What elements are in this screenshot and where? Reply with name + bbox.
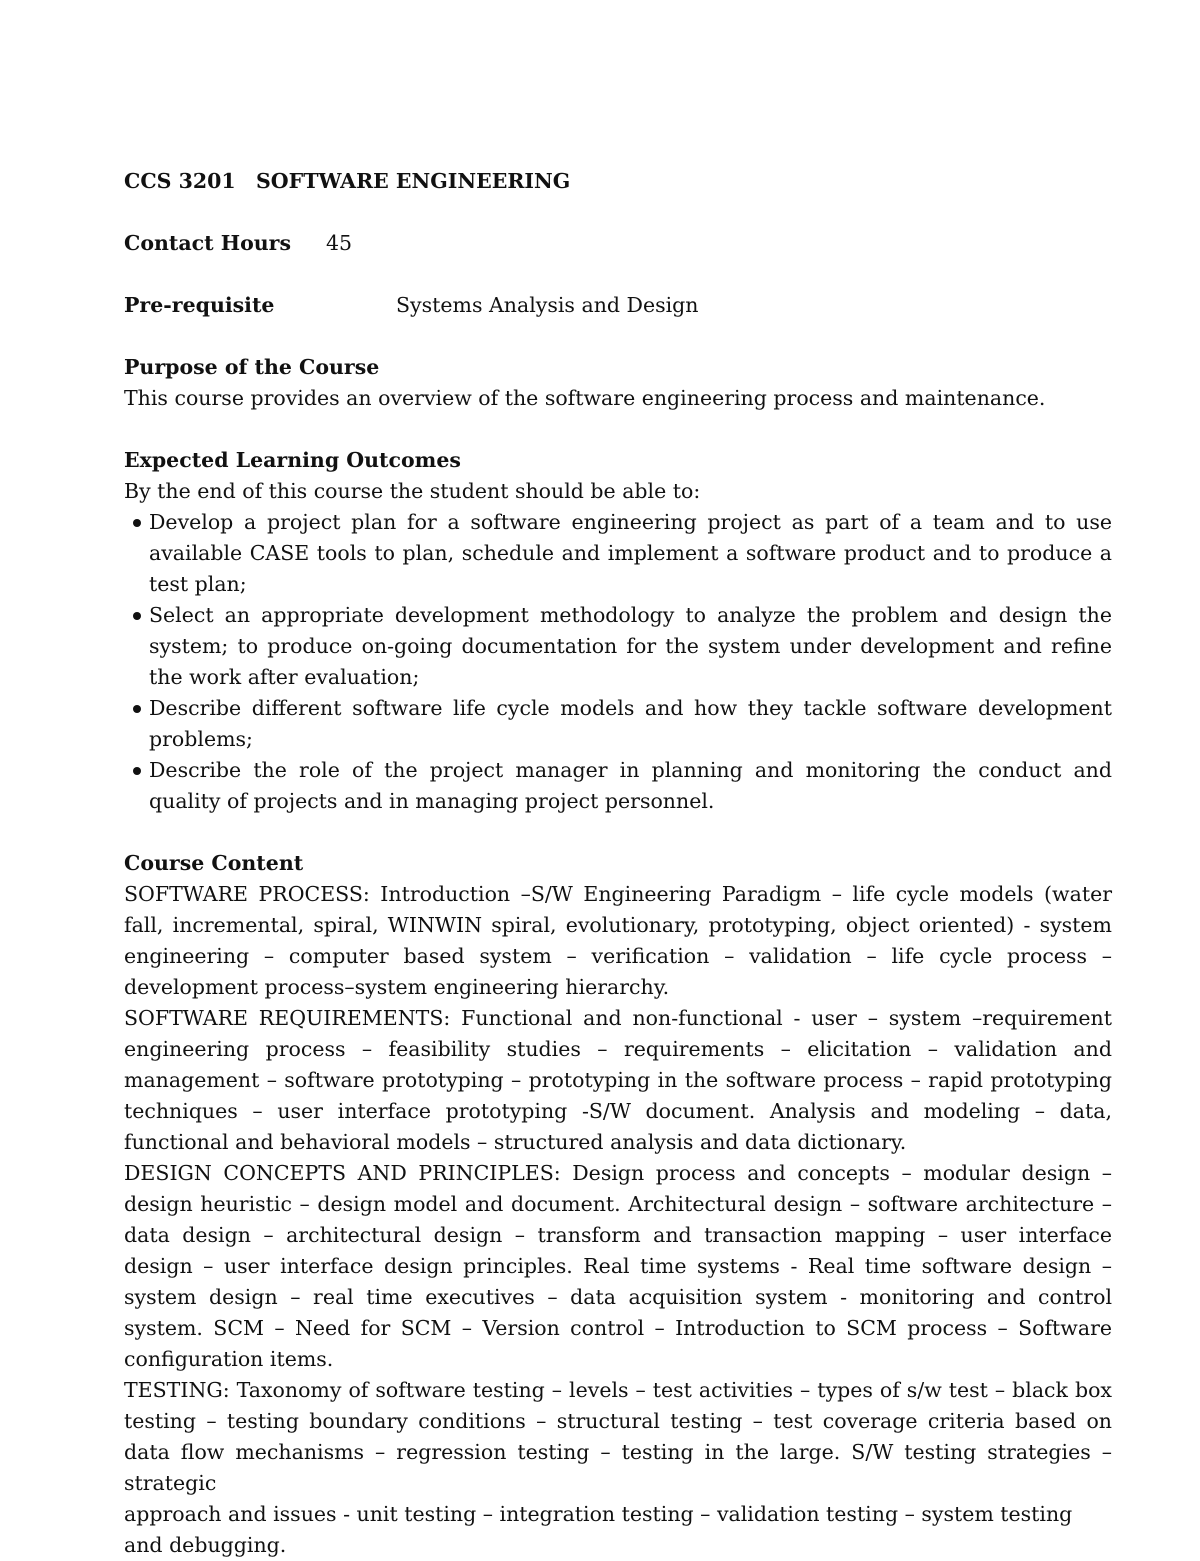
list-item [124, 693, 1112, 755]
prerequisite-row [124, 290, 1112, 321]
outcome-text: Select an appropriate development methodology to analyze the problem and design the system; to produce on-going documentation for the system under development and refine the work after evaluation; [149, 603, 1112, 689]
outcomes-list [124, 507, 1112, 817]
outcome-text: Develop a project plan for a software engineering project as part of a team and to use available CASE tools to plan, schedule and implement a software product and to produce a test plan; [149, 510, 1112, 596]
content-line: and debugging. [124, 1533, 287, 1557]
outcome-text: Describe different software life cycle models and how they tackle software development problems; [149, 696, 1112, 751]
contact-hours-row [124, 228, 1112, 259]
purpose-text: This course provides an overview of the software engineering process and maintenance. [124, 386, 1046, 410]
content-paragraph: DESIGN CONCEPTS AND PRINCIPLES: Design process and concepts – modular design – design heuristic – design model and document. Architectural design – software architecture – data design – architectural design – transform and transaction mapping – user interface design – user interface design principles. Real time systems - Real time software design – system design – real time executives – data acquisition system - monitoring and control system. SCM – Need for SCM – Version control – Introduction to SCM process – Software configuration items. [124, 1161, 1112, 1371]
list-item [124, 600, 1112, 693]
bullet-icon [133, 612, 141, 620]
contact-hours-label: Contact Hours [124, 231, 292, 255]
content-tail [124, 1499, 1112, 1561]
list-item [124, 507, 1112, 600]
content-line: approach and issues - unit testing – integration testing – validation testing – system testing [124, 1502, 1073, 1526]
course-content [124, 879, 1112, 1499]
bullet-icon [133, 519, 141, 527]
contact-hours-value: 45 [326, 231, 353, 255]
bullet-icon [133, 767, 141, 775]
list-item [124, 755, 1112, 817]
purpose-heading: Purpose of the Course [124, 355, 380, 379]
bullet-icon [133, 705, 141, 713]
prerequisite-value: Systems Analysis and Design [396, 293, 699, 317]
document-page [124, 166, 1112, 1561]
content-heading: Course Content [124, 851, 304, 875]
content-paragraph: SOFTWARE REQUIREMENTS: Functional and non-functional - user – system –requirement engineering process – feasibility studies – requirements – elicitation – validation and management – software prototyping – prototyping in the software process – rapid prototyping techniques – user interface prototyping -S/W document. Analysis and modeling – data, functional and behavioral models – structured analysis and data dictionary. [124, 1006, 1112, 1154]
course-code: CCS 3201 [124, 169, 236, 193]
course-title: SOFTWARE ENGINEERING [256, 169, 571, 193]
outcome-text: Describe the role of the project manager in planning and monitoring the conduct and quality of projects and in managing project personnel. [149, 758, 1112, 813]
outcomes-intro: By the end of this course the student should be able to: [124, 479, 701, 503]
course-header [124, 166, 1112, 197]
content-paragraph: TESTING: Taxonomy of software testing – levels – test activities – types of s/w test – black box testing – testing boundary conditions – structural testing – test coverage criteria based on data flow mechanisms – regression testing – testing in the large. S/W testing strategies – strategic [124, 1378, 1112, 1495]
content-paragraph: SOFTWARE PROCESS: Introduction –S/W Engineering Paradigm – life cycle models (water fall, incremental, spiral, WINWIN spiral, evolutionary, prototyping, object oriented) - system engineering – computer based system – verification – validation – life cycle process – development process–system engineering hierarchy. [124, 882, 1112, 999]
outcomes-heading: Expected Learning Outcomes [124, 448, 461, 472]
prerequisite-label: Pre-requisite [124, 293, 275, 317]
